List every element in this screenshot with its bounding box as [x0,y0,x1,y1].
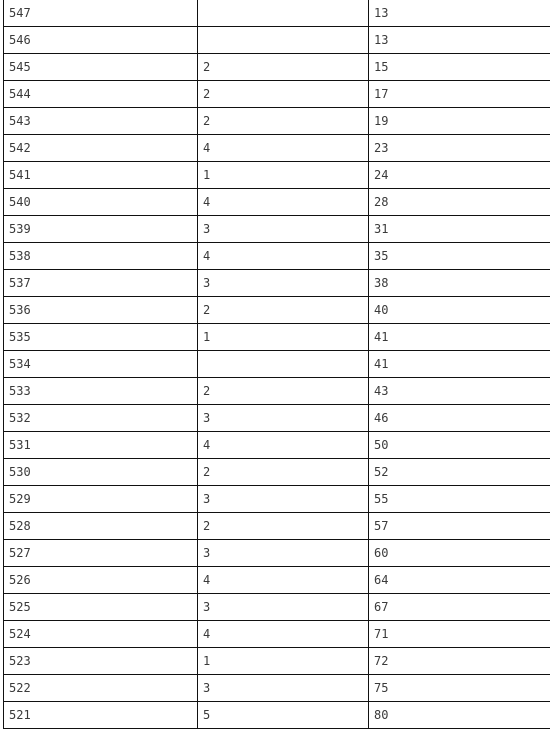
score-cell: 539 [4,216,198,243]
count-cell: 2 [198,108,369,135]
score-cell: 528 [4,513,198,540]
table-row [4,432,550,459]
score-cell: 527 [4,540,198,567]
cumulative-cell: 57 [369,513,550,540]
cumulative-cell: 38 [369,270,550,297]
cumulative-cell: 17 [369,81,550,108]
cumulative-cell: 41 [369,351,550,378]
cumulative-cell: 41 [369,324,550,351]
table-row [4,216,550,243]
table-row [4,0,550,27]
count-cell: 1 [198,324,369,351]
score-table-body [4,0,550,729]
count-cell: 3 [198,405,369,432]
count-cell: 3 [198,594,369,621]
table-row [4,648,550,675]
table-row [4,675,550,702]
cumulative-cell: 55 [369,486,550,513]
count-cell [198,351,369,378]
table-row [4,135,550,162]
score-cell: 526 [4,567,198,594]
score-cell: 523 [4,648,198,675]
table-row [4,351,550,378]
table-row [4,270,550,297]
count-cell [198,0,369,27]
count-cell [198,27,369,54]
count-cell: 2 [198,54,369,81]
cumulative-cell: 52 [369,459,550,486]
score-cell: 531 [4,432,198,459]
cumulative-cell: 23 [369,135,550,162]
cumulative-cell: 72 [369,648,550,675]
cumulative-cell: 13 [369,0,550,27]
count-cell: 4 [198,621,369,648]
cumulative-cell: 15 [369,54,550,81]
score-cell: 547 [4,0,198,27]
score-cell: 525 [4,594,198,621]
cumulative-cell: 50 [369,432,550,459]
count-cell: 4 [198,567,369,594]
table-row [4,189,550,216]
score-cell: 545 [4,54,198,81]
count-cell: 1 [198,162,369,189]
table-row [4,486,550,513]
count-cell: 4 [198,135,369,162]
score-cell: 538 [4,243,198,270]
cumulative-cell: 31 [369,216,550,243]
score-cell: 522 [4,675,198,702]
cumulative-cell: 75 [369,675,550,702]
cumulative-cell: 28 [369,189,550,216]
count-cell: 2 [198,297,369,324]
score-cell: 530 [4,459,198,486]
count-cell: 3 [198,486,369,513]
table-row [4,513,550,540]
score-cell: 533 [4,378,198,405]
count-cell: 4 [198,189,369,216]
score-cell: 537 [4,270,198,297]
table-row [4,540,550,567]
score-cell: 540 [4,189,198,216]
score-cell: 529 [4,486,198,513]
table-row [4,81,550,108]
score-cell: 546 [4,27,198,54]
table-row [4,297,550,324]
count-cell: 3 [198,540,369,567]
cumulative-cell: 40 [369,297,550,324]
cumulative-cell: 24 [369,162,550,189]
cumulative-cell: 80 [369,702,550,729]
table-row [4,567,550,594]
count-cell: 5 [198,702,369,729]
score-distribution-table [3,0,550,729]
table-row [4,108,550,135]
table-row [4,621,550,648]
cumulative-cell: 71 [369,621,550,648]
cumulative-cell: 35 [369,243,550,270]
table-row [4,54,550,81]
table-row [4,378,550,405]
count-cell: 2 [198,81,369,108]
score-cell: 544 [4,81,198,108]
cumulative-cell: 43 [369,378,550,405]
count-cell: 3 [198,270,369,297]
table-row [4,405,550,432]
cumulative-cell: 67 [369,594,550,621]
score-cell: 535 [4,324,198,351]
table-row [4,324,550,351]
cumulative-cell: 60 [369,540,550,567]
count-cell: 4 [198,432,369,459]
table-row [4,459,550,486]
score-cell: 532 [4,405,198,432]
table-row [4,27,550,54]
count-cell: 3 [198,216,369,243]
table-row [4,702,550,729]
count-cell: 2 [198,378,369,405]
cumulative-cell: 46 [369,405,550,432]
count-cell: 2 [198,459,369,486]
score-cell: 543 [4,108,198,135]
score-cell: 534 [4,351,198,378]
count-cell: 3 [198,675,369,702]
cumulative-cell: 64 [369,567,550,594]
count-cell: 4 [198,243,369,270]
table-row [4,162,550,189]
cumulative-cell: 13 [369,27,550,54]
score-cell: 521 [4,702,198,729]
table-row [4,594,550,621]
table-row [4,243,550,270]
score-cell: 542 [4,135,198,162]
score-cell: 536 [4,297,198,324]
cumulative-cell: 19 [369,108,550,135]
count-cell: 2 [198,513,369,540]
count-cell: 1 [198,648,369,675]
score-cell: 524 [4,621,198,648]
score-cell: 541 [4,162,198,189]
